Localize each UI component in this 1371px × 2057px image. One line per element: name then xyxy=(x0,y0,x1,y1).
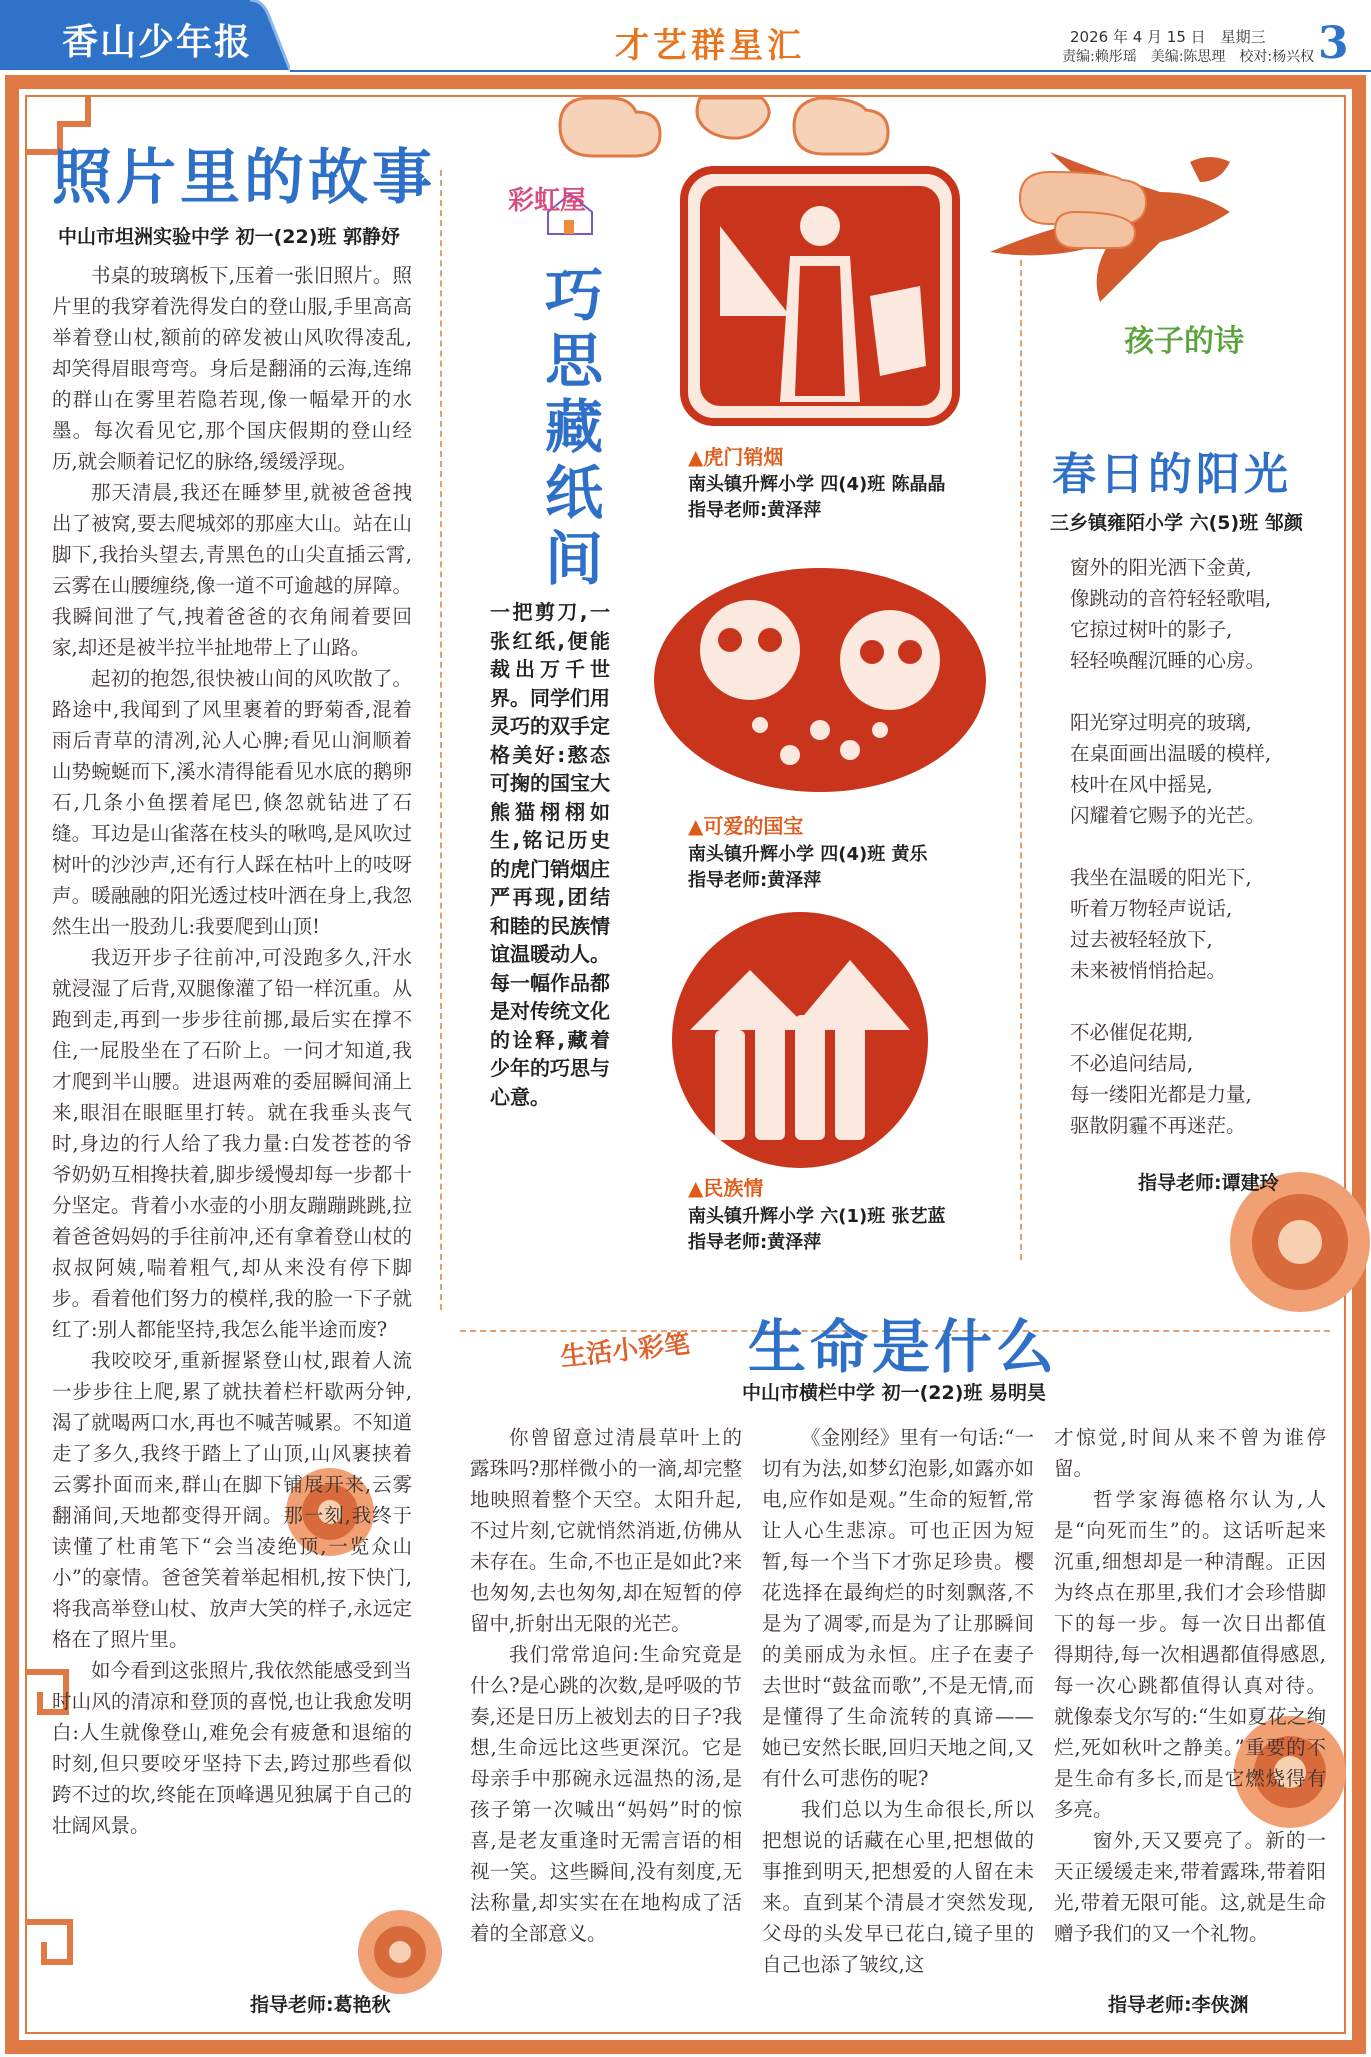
poem-line: 驱散阴霾不再迷茫。 xyxy=(1070,1114,1246,1137)
article-title: 照片里的故事 xyxy=(52,143,436,213)
poem-line: 枝叶在风中摇晃, xyxy=(1070,773,1213,796)
cloud-ornament xyxy=(560,98,888,156)
article-author: 中山市横栏中学 初一(22)班 易明昊 xyxy=(742,1382,1047,1404)
peony-flower-icon xyxy=(358,1910,442,1994)
paragraph: 你曾留意过清晨草叶上的露珠吗?那样微小的一滴,却完整地映照着整个天空。太阳升起,不过片刻,它就悄然消逝,仿佛从未存在。生命,不也正是如此?来也匆匆,去也匆匆,却在短暂的停留中,折射出无限的光芒。 xyxy=(470,1426,742,1635)
papercut-humen-opium-image xyxy=(680,166,960,426)
article-column xyxy=(762,1422,1034,1980)
poem-line: 每一缕阳光都是力量, xyxy=(1070,1083,1252,1106)
article-body xyxy=(52,260,412,1841)
article-column xyxy=(470,1422,742,1949)
poem-line: 不必催促花期, xyxy=(1070,1021,1194,1044)
paragraph: 《金刚经》里有一句话:“一切有为法,如梦幻泡影,如露亦如电,应作如是观。”生命的短暂,常让人心生悲凉。可也正因为短暂,每一个当下才弥足珍贵。樱花选择在最绚烂的时刻飘落,不是为了凋零,而是为了让那瞬间的美丽成为永恒。庄子在妻子去世时“鼓盆而歌”,不是无情,而是懂得了生命流转的真谛——她已安然长眠,回归天地之间,又有什么可悲伤的呢? xyxy=(762,1426,1034,1790)
poem-author: 三乡镇雍陌小学 六(5)班 邹颜 xyxy=(1050,512,1303,534)
paragraph: 哲学家海德格尔认为,人是“向死而生”的。这话听起来沉重,细想却是一种清醒。正因为终点在那里,我们才会珍惜脚下的每一步。每一次日出都值得期待,每一次相遇都值得感恩,每一次心跳都值得认真对待。就像泰戈尔写的:“生如夏花之绚烂,死如秋叶之静美。”重要的不是生命有多长,而是它燃烧得有多亮。 xyxy=(1054,1488,1326,1821)
work-author: 南头镇升辉小学 六(1)班 张艺蓝 xyxy=(688,1206,946,1227)
work-author: 南头镇升辉小学 四(4)班 黄乐 xyxy=(688,844,928,865)
poem-line: 窗外的阳光洒下金黄, xyxy=(1070,556,1252,579)
article-column xyxy=(1054,1422,1326,1949)
poem-line: 轻轻唤醒沉睡的心房。 xyxy=(1070,649,1266,672)
poem-line: 听着万物轻声说话, xyxy=(1070,897,1233,920)
column-divider xyxy=(1020,260,1022,1260)
poem-line: 像跳动的音符轻轻歌唱, xyxy=(1070,587,1272,610)
rainbow-house-badge: 彩虹屋 xyxy=(508,176,608,236)
masthead-title: 香山少年报 xyxy=(62,22,253,63)
editor-credits: 责编:赖彤瑶 美编:陈思理 校对:杨兴权 xyxy=(1062,49,1315,65)
poem-line: 在桌面画出温暖的模样, xyxy=(1070,742,1272,765)
work-author: 南头镇升辉小学 四(4)班 陈晶晶 xyxy=(688,474,946,495)
poem-title: 春日的阳光 xyxy=(1052,449,1292,500)
papercut-ethnic-unity-image xyxy=(660,910,940,1170)
poem-line: 它掠过树叶的影子, xyxy=(1070,618,1233,641)
poem-body xyxy=(1070,552,1330,1172)
article-author: 中山市坦洲实验中学 初一(22)班 郭静妤 xyxy=(58,226,401,248)
paragraph: 我们常常追问:生命究竟是什么?是心跳的次数,是呼吸的节奏,还是日历上被划去的日子?我想,生命远比这些更深沉。它是母亲手中那碗永远温热的汤,是孩子第一次喊出“妈妈”时的惊喜,是老友重逢时无需言语的相视一笑。这些瞬间,没有刻度,无法称量,却实实在在地构成了活着的全部意义。 xyxy=(470,1643,742,1945)
paragraph: 那天清晨,我还在睡梦里,就被爸爸拽出了被窝,要去爬城郊的那座大山。站在山脚下,我抬头望去,青黑色的山尖直插云霄,云雾在山腰缠绕,像一道不可逾越的屏障。我瞬间泄了气,拽着爸爸的衣角闹着要回家,却还是被半拉半扯地带上了山路。 xyxy=(52,481,412,659)
poem-stanza xyxy=(1070,707,1330,831)
cloud-ornament xyxy=(1055,212,1135,248)
poem-line: 闪耀着它赐予的光芒。 xyxy=(1070,804,1266,827)
poem-stanza xyxy=(1070,862,1330,986)
poem-teacher: 指导老师:谭建玲 xyxy=(1138,1172,1279,1194)
poem-stanza xyxy=(1070,1017,1330,1141)
poem-stanza xyxy=(1070,552,1330,676)
issue-date: 2026 年 4 月 15 日 星期三 xyxy=(1070,28,1266,46)
paragraph: 才惊觉,时间从来不曾为谁停留。 xyxy=(1054,1426,1326,1480)
poem-line: 阳光穿过明亮的玻璃, xyxy=(1070,711,1252,734)
work-title: ▲民族情 xyxy=(688,1176,764,1200)
paragraph: 我们总以为生命很长,所以把想说的话藏在心里,把想做的事推到明天,把想爱的人留在未来。直到某个清晨才突然发现,父母的头发早已花白,镜子里的自己也添了皱纹,这 xyxy=(762,1798,1034,1976)
poem-line: 不必追问结局, xyxy=(1070,1052,1194,1075)
work-teacher: 指导老师:黄泽萍 xyxy=(688,500,822,521)
poem-line: 过去被轻轻放下, xyxy=(1070,928,1213,951)
section-title: 才艺群星汇 xyxy=(615,26,805,66)
paragraph: 窗外,天又要亮了。新的一天正缓缓走来,带着露珠,带着阳光,带着无限可能。这,就是生命赠予我们的又一个礼物。 xyxy=(1054,1829,1326,1945)
page-number: 3 xyxy=(1318,18,1349,69)
childrens-poem-badge: 孩子的诗 xyxy=(1124,324,1244,359)
poem-line: 我坐在温暖的阳光下, xyxy=(1070,866,1252,889)
papercut-intro: 一把剪刀,一张红纸,便能裁出万千世界。同学们用灵巧的双手定格美好:憨态可掬的国宝大熊猫栩栩如生,铭记历史的虎门销烟庄严再现,团结和睦的民族情谊温暖动人。每一幅作品都是对传统文化的诠释,藏着少年的巧思与心意。 xyxy=(490,600,610,1109)
paragraph: 我迈开步子往前冲,可没跑多久,汗水就浸湿了后背,双腿像灌了铅一样沉重。从跑到走,再到一步步往前挪,最后实在撑不住,一屁股坐在了石阶上。一问才知道,我才爬到半山腰。进退两难的委屈瞬间涌上来,眼泪在眼眶里打转。就在我垂头丧气时,身边的行人给了我力量:白发苍苍的爷爷奶奶互相搀扶着,脚步缓慢却每一步都十分坚定。背着小水壶的小朋友蹦蹦跳跳,拉着爸爸妈妈的手往前冲,还有拿着登山杖的叔叔阿姨,喘着粗气,却从来没有停下脚步。看着他们努力的模样,我的脸一下子就红了:别人都能坚持,我怎么能半途而废? xyxy=(52,946,412,1341)
work-teacher: 指导老师:黄泽萍 xyxy=(688,1232,822,1253)
paragraph: 如今看到这张照片,我依然能感受到当时山风的清凉和登顶的喜悦,也让我愈发明白:人生就像登山,难免会有疲惫和退缩的时刻,但只要咬牙坚持下去,跨过那些看似跨不过的坎,终能在顶峰遇见独属于自己的壮阔风景。 xyxy=(52,1659,412,1837)
article-title: 生命是什么 xyxy=(748,1313,1059,1381)
article-teacher: 指导老师:李侠渊 xyxy=(1108,1994,1249,2016)
papercut-panda-image xyxy=(650,560,990,800)
paragraph: 起初的抱怨,很快被山间的风吹散了。路途中,我闻到了风里裹着的野菊香,混着雨后青草的清冽,沁人心脾;看见山涧顺着山势蜿蜒而下,溪水清得能看见水底的鹅卵石,几条小鱼摆着尾巴,倏忽就钻进了石缝。耳边是山雀落在枝头的啾鸣,是风吹过树叶的沙沙声,还有行人踩在枯叶上的吱呀声。暖融融的阳光透过枝叶洒在身上,我忽然生出一股劲儿:我要爬到山顶! xyxy=(52,667,412,938)
poem-line: 未来被悄悄拾起。 xyxy=(1070,959,1227,982)
masthead xyxy=(0,0,290,70)
paragraph: 我咬咬牙,重新握紧登山杖,跟着人流一步步往上爬,累了就扶着栏杆歇两分钟,渴了就喝两口水,再也不喊苦喊累。不知道走了多久,我终于踏上了山顶,山风裹挟着云雾扑面而来,群山在脚下铺展开来,云雾翻涌间,天地都变得开阔。那一刻,我终于读懂了杜甫笔下“会当凌绝顶,一览众山小”的豪情。爸爸笑着举起相机,按下快门,将我高举登山杖、放声大笑的样子,永远定格在了照片里。 xyxy=(52,1349,412,1651)
column-divider xyxy=(440,170,442,1310)
paragraph: 书桌的玻璃板下,压着一张旧照片。照片里的我穿着洗得发白的登山服,手里高高举着登山杖,额前的碎发被山风吹得凌乱,却笑得眉眼弯弯。身后是翻涌的云海,连绵的群山在雾里若隐若现,像一幅晕开的水墨。每次看见它,那个国庆假期的登山经历,就会顺着记忆的脉络,缓缓浮现。 xyxy=(52,264,412,473)
life-brush-badge: 生活小彩笔 xyxy=(559,1329,692,1373)
papercut-title: 巧思藏纸间 xyxy=(545,261,604,593)
work-title: ▲虎门销烟 xyxy=(688,445,784,469)
article-teacher: 指导老师:葛艳秋 xyxy=(250,1994,391,2016)
work-teacher: 指导老师:黄泽萍 xyxy=(688,870,822,891)
work-title: ▲可爱的国宝 xyxy=(688,814,804,838)
